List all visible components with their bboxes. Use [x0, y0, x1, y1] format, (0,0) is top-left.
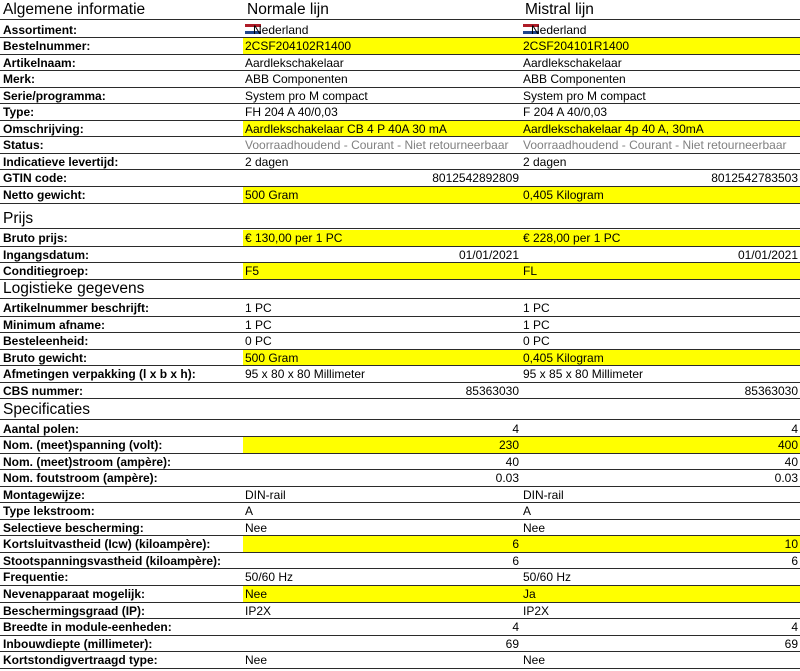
- row-label: Bestelnummer:: [3, 39, 91, 54]
- mistral-value: Aardlekschakelaar: [523, 55, 622, 70]
- row-label: Artikelnaam:: [3, 55, 76, 70]
- table-row: [0, 71, 800, 88]
- normale-value: 0 PC: [245, 334, 272, 349]
- table-row: [0, 154, 800, 171]
- row-label: Kortsluitvastheid (Icw) (kiloampère):: [3, 537, 211, 552]
- row-label: Frequentie:: [3, 570, 69, 585]
- mistral-value: Voorraadhoudend - Courant - Niet retourneerbaar: [523, 138, 787, 153]
- mistral-value: 0 PC: [523, 334, 550, 349]
- section-title-algemeen: Algemene informatie: [3, 1, 146, 18]
- row-label: Netto gewicht:: [3, 188, 86, 202]
- table-row: [0, 121, 800, 138]
- normale-value: 95 x 80 x 80 Millimeter: [245, 367, 366, 382]
- mistral-value: IP2X: [523, 603, 550, 618]
- table-row: [0, 383, 800, 400]
- row-label: Indicatieve levertijd:: [3, 154, 119, 169]
- mistral-value: 0,405 Kilogram: [521, 187, 800, 203]
- mistral-value: 2 dagen: [523, 154, 567, 169]
- table-row: [0, 22, 800, 39]
- normale-value: System pro M compact: [245, 88, 368, 103]
- table-row: [0, 586, 800, 603]
- normale-value: 6: [243, 536, 521, 552]
- mistral-value-text: Nederland: [531, 22, 587, 37]
- normale-value: 1 PC: [245, 301, 272, 315]
- normale-value: 6: [512, 553, 519, 568]
- mistral-value: 4: [791, 620, 798, 635]
- normale-value: IP2X: [245, 603, 272, 618]
- normale-value: 230: [243, 437, 521, 453]
- row-label: Omschrijving:: [3, 121, 84, 136]
- table-row: [0, 652, 800, 669]
- mistral-value: € 228,00 per 1 PC: [521, 230, 800, 246]
- table-row: [0, 55, 800, 72]
- row-label: Afmetingen verpakking (l x b x h):: [3, 367, 196, 382]
- table-row: [0, 247, 800, 264]
- mistral-value: Nee: [523, 653, 546, 668]
- row-label: Minimum afname:: [3, 317, 106, 332]
- table-row: [0, 569, 800, 586]
- mistral-value: A: [523, 504, 532, 519]
- table-row: [0, 137, 800, 154]
- table-row: [0, 350, 800, 367]
- normale-value: [243, 22, 521, 38]
- mistral-value: 50/60 Hz: [523, 570, 572, 585]
- row-label: Merk:: [3, 72, 36, 87]
- mistral-value: 40: [784, 454, 798, 469]
- mistral-value: DIN-rail: [523, 487, 564, 502]
- table-row: [0, 487, 800, 504]
- normale-value: FH 204 A 40/0,03: [245, 105, 338, 120]
- section-header-algemeen: [0, 0, 800, 20]
- row-label: Nom. (meet)spanning (volt):: [3, 438, 163, 453]
- normale-value: DIN-rail: [245, 487, 286, 502]
- normale-value: 500 Gram: [243, 350, 521, 366]
- row-label: Besteleenheid:: [3, 334, 89, 349]
- mistral-value: 1 PC: [523, 317, 550, 332]
- row-label: Kortstondigvertraagd type:: [3, 653, 158, 668]
- section-header-prijs: [0, 209, 800, 229]
- mistral-value: 0,405 Kilogram: [521, 350, 800, 366]
- mistral-value: 8012542783503: [711, 171, 798, 186]
- table-row: [0, 317, 800, 334]
- table-row: [0, 603, 800, 620]
- row-label: Selectieve bescherming:: [3, 520, 144, 535]
- row-label: Inbouwdiepte (millimeter):: [3, 636, 153, 651]
- column-header-normale: Normale lijn: [247, 1, 329, 18]
- section-title-specificaties: Specificaties: [3, 400, 91, 418]
- row-label: Bruto gewicht:: [3, 350, 87, 365]
- table-row: [0, 454, 800, 471]
- normale-value: ABB Componenten: [245, 72, 348, 87]
- normale-value: 01/01/2021: [458, 247, 519, 262]
- normale-value: 85363030: [465, 383, 519, 398]
- table-row: [0, 170, 800, 187]
- section-title-logistiek: Logistieke gegevens: [3, 280, 145, 297]
- table-row: [0, 263, 800, 280]
- mistral-value: 01/01/2021: [737, 247, 798, 262]
- mistral-value: 69: [784, 636, 798, 651]
- normale-value-text: Nederland: [253, 22, 309, 37]
- mistral-value: 85363030: [744, 383, 798, 398]
- row-label: CBS nummer:: [3, 383, 84, 398]
- mistral-value: 0.03: [774, 471, 798, 486]
- row-label: Bruto prijs:: [3, 231, 68, 245]
- table-row: [0, 503, 800, 520]
- table-row: [0, 520, 800, 537]
- section-title-prijs: Prijs: [3, 210, 34, 227]
- row-label: Breedte in module-eenheden:: [3, 620, 172, 635]
- table-row: [0, 421, 800, 438]
- mistral-value: [521, 22, 800, 38]
- mistral-value: System pro M compact: [523, 88, 646, 103]
- table-row: [0, 333, 800, 350]
- normale-value: 500 Gram: [243, 187, 521, 203]
- row-label: Status:: [3, 138, 44, 153]
- row-label: Nevenapparaat mogelijk:: [3, 587, 146, 601]
- normale-value: 69: [505, 636, 519, 651]
- row-label: Type:: [3, 105, 35, 120]
- normale-value: 4: [512, 421, 519, 436]
- table-row: [0, 553, 800, 570]
- normale-value: 2 dagen: [245, 154, 289, 169]
- table-row: [0, 536, 800, 553]
- column-header-mistral: Mistral lijn: [525, 1, 594, 18]
- normale-value: 8012542892809: [432, 171, 519, 186]
- row-label: Ingangsdatum:: [3, 247, 89, 262]
- normale-value: 0.03: [495, 471, 519, 486]
- row-label: Assortiment:: [3, 22, 78, 37]
- row-label: Beschermingsgraad (IP):: [3, 603, 146, 618]
- row-label: Nom. foutstroom (ampère):: [3, 471, 158, 486]
- normale-value: 2CSF204102R1400: [243, 38, 521, 54]
- mistral-value: Nee: [523, 520, 546, 535]
- normale-value: Nee: [243, 586, 521, 602]
- normale-value: Voorraadhoudend - Courant - Niet retourneerbaar: [245, 138, 509, 153]
- row-label: Stootspanningsvastheid (kiloampère):: [3, 553, 222, 568]
- row-label: Conditiegroep:: [3, 264, 89, 279]
- row-label: Serie/programma:: [3, 88, 106, 103]
- normale-value: Aardlekschakelaar: [245, 55, 344, 70]
- normale-value: 4: [512, 620, 519, 635]
- normale-value: A: [245, 504, 254, 519]
- normale-value: 40: [505, 454, 519, 469]
- mistral-value: 95 x 85 x 80 Millimeter: [523, 367, 644, 382]
- row-label: Nom. (meet)stroom (ampère):: [3, 454, 172, 469]
- mistral-value: Aardlekschakelaar 4p 40 A, 30mA: [521, 121, 800, 137]
- table-row: [0, 636, 800, 653]
- normale-value: 50/60 Hz: [245, 570, 294, 585]
- table-row: [0, 366, 800, 383]
- table-row: [0, 187, 800, 204]
- normale-value: Nee: [245, 520, 268, 535]
- normale-value: 1 PC: [245, 317, 272, 332]
- table-row: [0, 470, 800, 487]
- mistral-value: 10: [521, 536, 800, 552]
- mistral-value: FL: [521, 263, 800, 279]
- mistral-value: 6: [791, 553, 798, 568]
- mistral-value: 1 PC: [523, 301, 550, 315]
- row-label: Type lekstroom:: [3, 504, 95, 519]
- normale-value: Aardlekschakelaar CB 4 P 40A 30 mA: [243, 121, 521, 137]
- mistral-value: 4: [791, 421, 798, 436]
- table-row: [0, 619, 800, 636]
- mistral-value: Ja: [521, 586, 800, 602]
- mistral-value: ABB Componenten: [523, 72, 626, 87]
- mistral-value: 2CSF204101R1400: [521, 38, 800, 54]
- section-header-logistiek: [0, 279, 800, 299]
- row-label: GTIN code:: [3, 171, 68, 186]
- mistral-value: F 204 A 40/0,03: [523, 105, 608, 120]
- table-row: [0, 38, 800, 55]
- table-row: [0, 88, 800, 105]
- mistral-value: 400: [521, 437, 800, 453]
- row-label: Artikelnummer beschrijft:: [3, 301, 150, 315]
- table-row: [0, 300, 800, 317]
- normale-value: € 130,00 per 1 PC: [243, 230, 521, 246]
- row-label: Aantal polen:: [3, 421, 80, 436]
- table-row: [0, 230, 800, 247]
- table-row: [0, 104, 800, 121]
- row-label: Montagewijze:: [3, 487, 86, 502]
- normale-value: Nee: [245, 653, 268, 668]
- section-header-specificaties: [0, 400, 800, 420]
- normale-value: F5: [243, 263, 521, 279]
- table-row: [0, 437, 800, 454]
